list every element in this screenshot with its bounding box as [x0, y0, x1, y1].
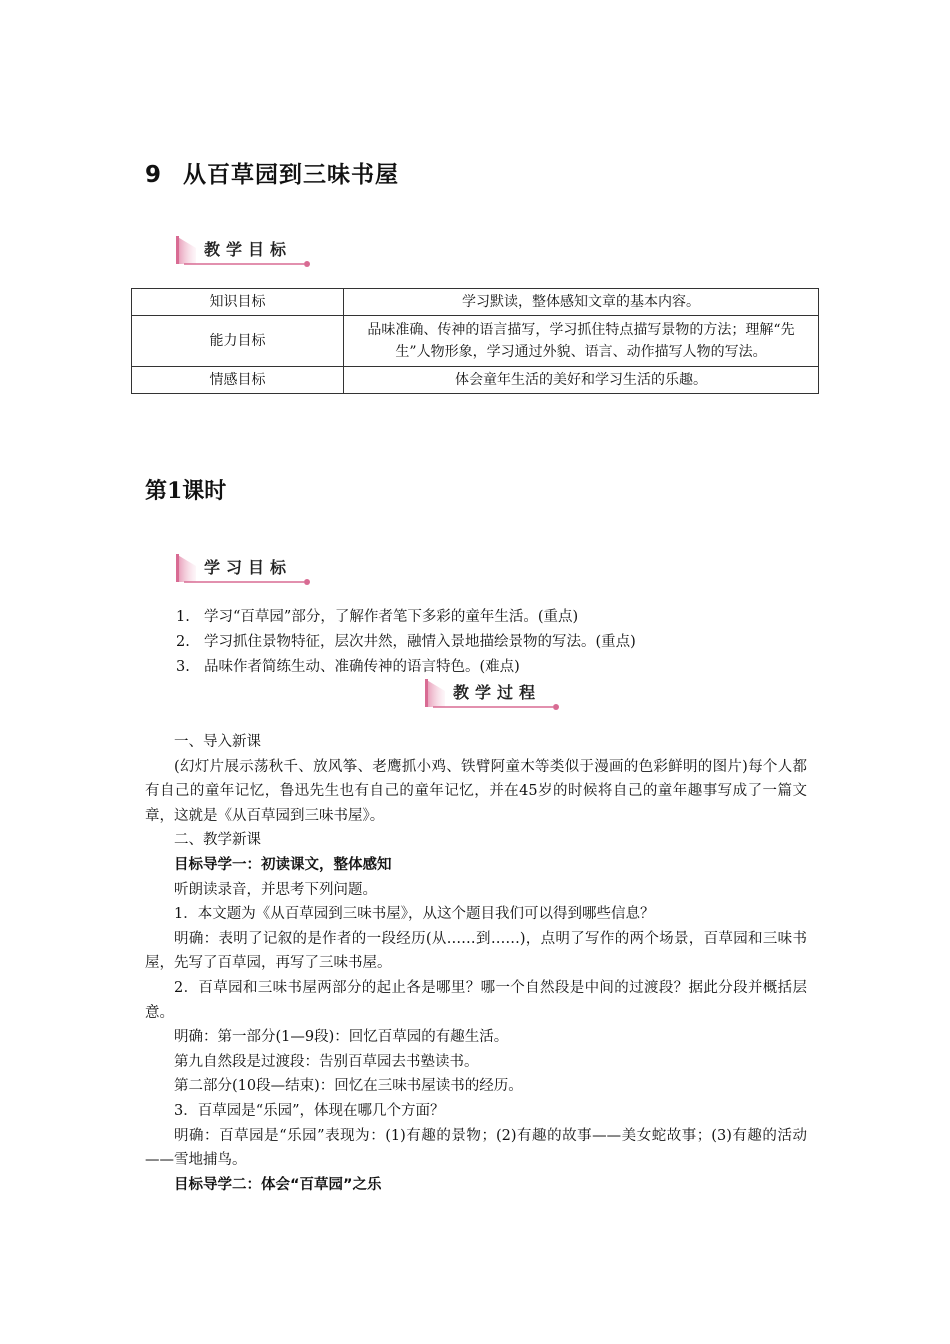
- table-cell-label: 能力目标: [132, 316, 344, 367]
- list-item: [176, 630, 636, 655]
- table-row: [132, 289, 819, 316]
- banner-label: 学习目标: [204, 558, 293, 577]
- paragraph: 明确：百草园是“乐园”表现为：(1)有趣的景物；(2)有趣的故事——美女蛇故事；(3)有趣的活动——雪地捕鸟。: [145, 1127, 807, 1169]
- list-item: [176, 605, 636, 630]
- banner-teaching-goals: [176, 234, 316, 270]
- list-item: [176, 655, 636, 680]
- paragraph: 听朗读录音，并思考下列问题。: [174, 881, 377, 898]
- objectives-list: [176, 605, 636, 680]
- banner-teaching-process: [425, 677, 565, 713]
- item-number: 2.: [176, 634, 190, 650]
- item-number: 3.: [176, 659, 190, 675]
- paragraph: (幻灯片展示荡秋千、放风筝、老鹰抓小鸡、铁臂阿童木等类似于漫画的色彩鲜明的图片)每个人都有自己的童年记忆，鲁迅先生也有自己的童年记忆，并在45岁的时候将自己的童年趣事写成了一篇文章，这就是《从百草园到三味书屋》。: [145, 758, 807, 824]
- paragraph: 1．本文题为《从百草园到三味书屋》，从这个题目我们可以得到哪些信息？: [174, 906, 655, 923]
- table-cell-content: 学习默读，整体感知文章的基本内容。: [344, 289, 819, 316]
- paragraph: 第九自然段是过渡段：告别百草园去书塾读书。: [174, 1053, 479, 1070]
- goals-table: [131, 288, 819, 394]
- table-cell-label: 情感目标: [132, 367, 344, 394]
- banner-label: 教学目标: [204, 240, 293, 259]
- item-text: 品味作者简练生动、准确传神的语言特色。(难点): [204, 659, 520, 675]
- table-row: [132, 316, 819, 367]
- banner-study-goals: [176, 552, 316, 588]
- paragraph: 明确：第一部分(1—9段)：回忆百草园的有趣生活。: [174, 1029, 509, 1046]
- title-number: 9: [145, 162, 163, 188]
- paragraph: 一、导入新课: [174, 734, 261, 750]
- paragraph: 第二部分(10段—结束)：回忆在三味书屋读书的经历。: [174, 1078, 523, 1095]
- table-cell-content: 体会童年生活的美好和学习生活的乐趣。: [344, 367, 819, 394]
- page-title: [145, 156, 399, 189]
- paragraph: 二、教学新课: [174, 832, 261, 849]
- section-heading: 目标导学一：初读课文，整体感知: [174, 856, 392, 873]
- item-text: 学习“百草园”部分，了解作者笔下多彩的童年生活。(重点): [204, 609, 579, 625]
- item-number: 1.: [176, 609, 190, 625]
- teaching-process-body: [145, 730, 807, 1197]
- banner-label: 教学过程: [453, 683, 542, 702]
- title-text: 从百草园到三味书屋: [183, 162, 399, 188]
- paragraph: 3．百草园是“乐园”，体现在哪几个方面？: [174, 1102, 445, 1119]
- paragraph: 2．百草园和三味书屋两部分的起止各是哪里？哪一个自然段是中间的过渡段？据此分段并概括层意。: [145, 979, 807, 1021]
- table-cell-label: 知识目标: [132, 289, 344, 316]
- table-row: [132, 367, 819, 394]
- item-text: 学习抓住景物特征，层次井然，融情入景地描绘景物的写法。(重点): [204, 634, 636, 650]
- lesson-title: 第1课时: [145, 478, 227, 504]
- paragraph: 明确：表明了记叙的是作者的一段经历(从……到……)，点明了写作的两个场景，百草园和三味书屋，先写了百草园，再写了三味书屋。: [145, 930, 807, 972]
- section-heading: 目标导学二：体会“百草园”之乐: [174, 1176, 382, 1193]
- table-cell-content: 品味准确、传神的语言描写，学习抓住特点描写景物的方法；理解“先生”人物形象，学习通过外貌、语言、动作描写人物的写法。: [344, 316, 819, 367]
